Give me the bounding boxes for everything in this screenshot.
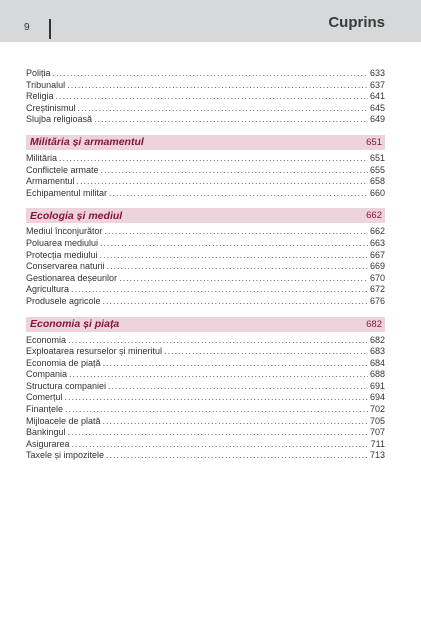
toc-entry-page: 633 (369, 68, 385, 78)
toc-entry[interactable] (26, 416, 385, 428)
toc-entry-page: 682 (369, 334, 385, 345)
toc-entry-page: 660 (369, 187, 385, 198)
toc-entry[interactable] (26, 381, 385, 393)
section-heading[interactable] (26, 317, 385, 332)
toc-entry[interactable] (26, 296, 385, 308)
dot-leader (69, 369, 368, 381)
dot-leader (103, 416, 368, 428)
dot-leader (103, 358, 368, 370)
toc-entry-page: 713 (369, 450, 385, 461)
toc-entry-label: Protecția mediului (26, 249, 98, 260)
toc-entry[interactable] (26, 404, 385, 416)
toc-entry-label: Economia de piață (26, 357, 101, 368)
toc-entry-page: 691 (369, 380, 385, 391)
toc-entry-page: 667 (369, 249, 385, 260)
toc-entry[interactable] (26, 103, 385, 115)
toc-entry-label: Creștinismul (26, 102, 76, 113)
page-number: 9 (24, 22, 30, 33)
dot-leader (71, 284, 368, 296)
dot-leader (108, 381, 368, 393)
toc-entry-page: 705 (369, 415, 385, 426)
toc-entry-page: 651 (369, 152, 385, 163)
toc-entry[interactable] (26, 335, 385, 347)
toc-entry-label: Produsele agricole (26, 295, 101, 306)
dot-leader (77, 176, 368, 188)
toc-entry[interactable] (26, 261, 385, 273)
dot-leader (67, 80, 368, 92)
dot-leader (78, 103, 368, 115)
toc-entry[interactable] (26, 226, 385, 238)
dot-leader (103, 296, 368, 308)
toc-entry-label: Finanțele (26, 404, 64, 415)
toc-entry-label: Exploatarea resurselor și mineritul (26, 346, 163, 357)
section-page: 682 (366, 318, 382, 330)
dot-leader (107, 261, 368, 273)
toc-entry[interactable] (26, 176, 385, 188)
toc-entry[interactable] (26, 68, 385, 80)
section-title: Economia și piața (30, 318, 120, 330)
toc-entry-page: 684 (369, 357, 385, 368)
dot-leader (56, 91, 368, 103)
toc-entry-label: Comerțul (26, 392, 63, 403)
toc-entry[interactable] (26, 238, 385, 250)
toc-entry-page: 649 (369, 114, 385, 125)
toc-entry-label: Conservarea naturii (26, 261, 105, 272)
toc-entry-label: Milităria (26, 152, 58, 163)
dot-leader (100, 250, 368, 262)
toc-entry[interactable] (26, 284, 385, 296)
section-page: 651 (366, 136, 382, 148)
toc-entry-page: 694 (369, 392, 385, 403)
dot-leader (65, 404, 368, 416)
toc-entry-page: 645 (369, 102, 385, 113)
section-title: Milităria și armamentul (30, 136, 144, 149)
toc-entry-page: 641 (369, 91, 385, 102)
toc-entry[interactable] (26, 450, 385, 462)
toc-entry-page: 711 (370, 438, 385, 449)
toc-entry[interactable] (26, 392, 385, 404)
toc-entry-label: Mijloacele de plată (26, 415, 101, 426)
toc-entry-page: 662 (369, 226, 385, 237)
toc-entry-page: 663 (369, 237, 385, 248)
dot-leader (53, 68, 368, 80)
toc-entry-label: Economia (26, 334, 67, 345)
toc-entry-label: Gestionarea deșeurilor (26, 272, 118, 283)
dot-leader (59, 153, 368, 165)
toc-entry[interactable] (26, 153, 385, 165)
toc-entry[interactable] (26, 114, 385, 126)
toc-entry-label: Armamentul (26, 176, 75, 187)
toc-entry-page: 683 (369, 346, 385, 357)
section-heading[interactable] (26, 135, 385, 150)
toc-entry-label: Structura companiei (26, 380, 107, 391)
dot-leader (164, 346, 368, 358)
toc-entry[interactable] (26, 369, 385, 381)
toc-entry-label: Compania (26, 369, 68, 380)
toc-entry-page: 658 (369, 176, 385, 187)
page-header (0, 0, 421, 42)
toc-entry[interactable] (26, 188, 385, 200)
toc-entry-page: 688 (369, 369, 385, 380)
toc-entry[interactable] (26, 165, 385, 177)
dot-leader (65, 392, 368, 404)
toc-entry-label: Poluarea mediului (26, 237, 99, 248)
toc-entry-label: Asigurarea (26, 438, 70, 449)
toc-entry-label: Religia (26, 91, 54, 102)
section-page: 662 (366, 210, 382, 222)
toc-entry-page: 702 (369, 404, 385, 415)
toc-entry[interactable] (26, 250, 385, 262)
toc-entry-page: 669 (369, 261, 385, 272)
toc-entry[interactable] (26, 427, 385, 439)
toc-entry-label: Bankingul (26, 427, 66, 438)
toc-entry[interactable] (26, 439, 385, 451)
dot-leader (119, 273, 368, 285)
section-heading[interactable] (26, 208, 385, 223)
toc-entry[interactable] (26, 273, 385, 285)
section-title: Ecologia și mediul (30, 209, 123, 222)
dot-leader (72, 439, 369, 451)
table-of-contents (26, 68, 385, 462)
dot-leader (68, 335, 368, 347)
toc-entry-page: 707 (369, 427, 385, 438)
dot-leader (100, 238, 368, 250)
toc-entry-page: 676 (369, 295, 385, 306)
toc-entry-label: Slujba religioasă (26, 114, 93, 125)
page-title: Cuprins (328, 14, 385, 31)
toc-entry[interactable] (26, 358, 385, 370)
dot-leader (109, 188, 368, 200)
toc-entry-page: 637 (369, 79, 385, 90)
toc-entry-label: Taxele și impozitele (26, 450, 105, 461)
toc-entry[interactable] (26, 80, 385, 92)
toc-entry[interactable] (26, 346, 385, 358)
toc-entry-page: 670 (369, 272, 385, 283)
dot-leader (101, 165, 368, 177)
toc-entry-label: Echipamentul militar (26, 187, 108, 198)
toc-entry-label: Agricultura (26, 284, 70, 295)
toc-entry-label: Poliția (26, 68, 51, 78)
header-divider (49, 19, 51, 39)
dot-leader (106, 450, 368, 462)
toc-entry[interactable] (26, 91, 385, 103)
toc-entry-page: 655 (369, 164, 385, 175)
dot-leader (105, 226, 368, 238)
dot-leader (94, 114, 368, 126)
dot-leader (68, 427, 368, 439)
toc-entry-page: 672 (369, 284, 385, 295)
toc-entry-label: Conflictele armate (26, 164, 99, 175)
toc-entry-label: Mediul înconjurător (26, 226, 103, 237)
toc-entry-label: Tribunalul (26, 79, 66, 90)
